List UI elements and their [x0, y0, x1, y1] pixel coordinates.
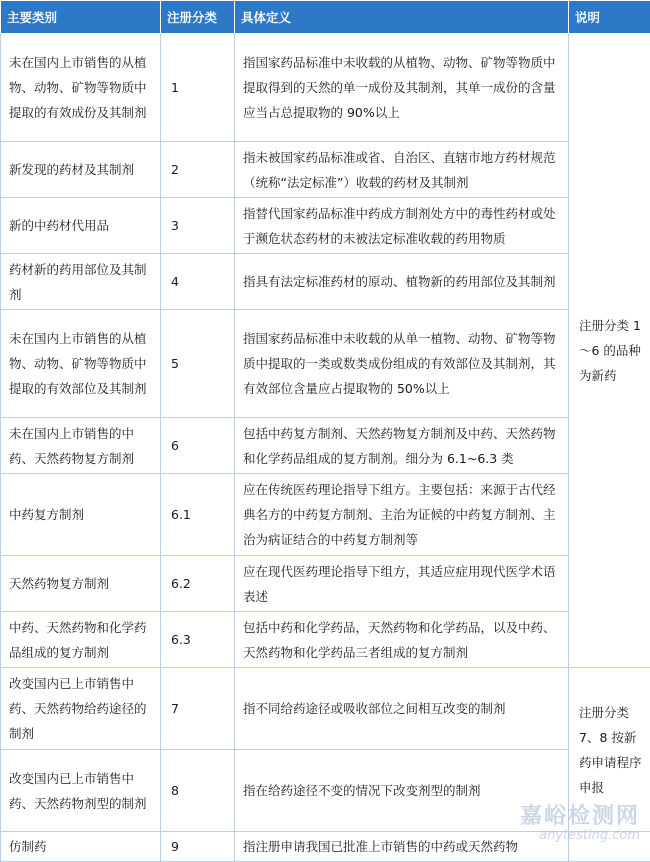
category-cell: 天然药物复方制剂 — [1, 556, 161, 612]
table-row — [1, 418, 650, 474]
note-cell-new-drugs: 注册分类 1～6 的品种为新药 — [569, 34, 650, 668]
definition-cell: 应在现代医药理论指导下组方，其适应症用现代医学术语表述 — [235, 556, 569, 612]
category-cell: 未在国内上市销售的从植物、动物、矿物等物质中提取的有效部位及其制剂 — [1, 310, 161, 418]
definition-cell: 应在传统医药理论指导下组方。主要包括：来源于古代经典名方的中药复方制剂、主治为证候的中药复方制剂、主治为病证结合的中药复方制剂等 — [235, 474, 569, 556]
table-row — [1, 474, 650, 556]
table-row — [1, 198, 650, 254]
category-cell: 中药复方制剂 — [1, 474, 161, 556]
code-cell: 6.1 — [161, 474, 235, 556]
category-cell: 未在国内上市销售的中药、天然药物复方制剂 — [1, 418, 161, 474]
code-cell: 6.2 — [161, 556, 235, 612]
code-cell: 6.3 — [161, 612, 235, 668]
category-cell: 新的中药材代用品 — [1, 198, 161, 254]
definition-cell: 指注册申请我国已批准上市销售的中药或天然药物 — [235, 832, 569, 862]
note-cell-route-form: 注册分类 7、8 按新药申请程序申报 — [569, 668, 650, 832]
definition-cell: 指具有法定标准药材的原动、植物新的药用部位及其制剂 — [235, 254, 569, 310]
definition-cell: 指替代国家药品标准中药成方制剂处方中的毒性药材或处于濒危状态药材的未被法定标准收载的药用物质 — [235, 198, 569, 254]
table-row — [1, 612, 650, 668]
header-category: 主要类别 — [1, 1, 161, 34]
table-row — [1, 668, 650, 750]
category-cell: 改变国内已上市销售中药、天然药物给药途径的制剂 — [1, 668, 161, 750]
table-row — [1, 310, 650, 418]
code-cell: 5 — [161, 310, 235, 418]
definition-cell: 指在给药途径不变的情况下改变剂型的制剂 — [235, 750, 569, 832]
category-cell: 改变国内已上市销售中药、天然药物剂型的制剂 — [1, 750, 161, 832]
header-row — [1, 1, 650, 34]
category-cell: 药材新的药用部位及其制剂 — [1, 254, 161, 310]
code-cell: 6 — [161, 418, 235, 474]
category-cell: 仿制药 — [1, 832, 161, 862]
watermark-url: anytesting.com — [520, 828, 640, 843]
definition-cell: 指国家药品标准中未收载的从植物、动物、矿物等物质中提取得到的天然的单一成份及其制剂，其单一成份的含量应当占总提取物的 90%以上 — [235, 34, 569, 142]
table-row — [1, 34, 650, 142]
category-cell: 中药、天然药物和化学药品组成的复方制剂 — [1, 612, 161, 668]
header-code: 注册分类 — [161, 1, 235, 34]
watermark-title: 嘉峪检测网 — [520, 799, 640, 830]
code-cell: 2 — [161, 142, 235, 198]
table-row — [1, 750, 650, 832]
code-cell: 7 — [161, 668, 235, 750]
code-cell: 4 — [161, 254, 235, 310]
category-cell: 未在国内上市销售的从植物、动物、矿物等物质中提取的有效成份及其制剂 — [1, 34, 161, 142]
code-cell: 1 — [161, 34, 235, 142]
definition-cell: 指未被国家药品标准或省、自治区、直辖市地方药材规范（统称“法定标准”）收载的药材及其制剂 — [235, 142, 569, 198]
table-row — [1, 142, 650, 198]
category-cell: 新发现的药材及其制剂 — [1, 142, 161, 198]
table-row — [1, 832, 650, 862]
table-row — [1, 254, 650, 310]
header-definition: 具体定义 — [235, 1, 569, 34]
table-row — [1, 556, 650, 612]
empty-note-cell — [569, 832, 650, 862]
code-cell: 3 — [161, 198, 235, 254]
code-cell: 9 — [161, 832, 235, 862]
definition-cell: 指国家药品标准中未收载的从单一植物、动物、矿物等物质中提取的一类或数类成份组成的有效部位及其制剂，其有效部位含量应占提取物的 50%以上 — [235, 310, 569, 418]
header-note: 说明 — [569, 1, 650, 34]
definition-cell: 包括中药和化学药品，天然药物和化学药品，以及中药、天然药物和化学药品三者组成的复方制剂 — [235, 612, 569, 668]
code-cell: 8 — [161, 750, 235, 832]
definition-cell: 指不同给药途径或吸收部位之间相互改变的制剂 — [235, 668, 569, 750]
definition-cell: 包括中药复方制剂、天然药物复方制剂及中药、天然药物和化学药品组成的复方制剂。细分为 6.1~6.3 类 — [235, 418, 569, 474]
